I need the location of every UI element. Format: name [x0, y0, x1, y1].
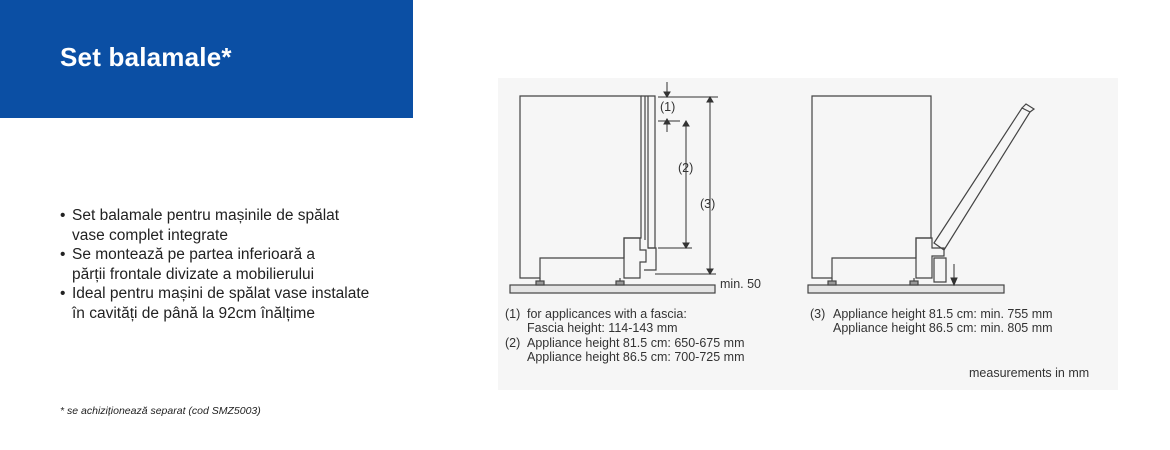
feature-line: Ideal pentru mașini de spălat vase instalate: [72, 285, 370, 302]
footnote: * se achiziționează separat (cod SMZ5003): [60, 405, 261, 417]
note-line: Appliance height 81.5 cm: min. 755 mm: [833, 307, 1053, 321]
marker-1-label: (1): [660, 100, 676, 114]
note-line: Appliance height 81.5 cm: 650-675 mm: [527, 336, 745, 350]
marker-3-label: (3): [700, 197, 716, 211]
floor-plate: [808, 285, 1004, 293]
note-line: Fascia height: 114-143 mm: [527, 321, 678, 335]
units-note: measurements in mm: [969, 366, 1090, 380]
min-clearance-label: min. 50: [720, 277, 761, 291]
feature-line: Se montează pe partea inferioară a: [72, 246, 315, 263]
bullet-icon: •: [60, 246, 66, 263]
right-notes: [810, 307, 1053, 335]
note-line: Appliance height 86.5 cm: min. 805 mm: [833, 321, 1053, 335]
floor-plate: [510, 285, 715, 293]
feature-line: vase complet integrate: [72, 226, 228, 244]
note-line: Appliance height 86.5 cm: 700-725 mm: [527, 350, 745, 364]
note-marker: (3): [810, 307, 826, 321]
marker-2-label: (2): [678, 161, 694, 175]
feature-line: în cavități de până la 92cm înălțime: [72, 304, 315, 322]
page-title: Set balamale*: [60, 42, 232, 72]
note-line: for applicances with a fascia:: [527, 307, 687, 321]
bullet-icon: •: [60, 285, 66, 302]
feature-line: Set balamale pentru mașinile de spălat: [72, 207, 340, 224]
note-marker: (2): [505, 336, 521, 350]
feature-line: părții frontale divizate a mobilierului: [72, 265, 315, 283]
note-marker: (1): [505, 307, 521, 321]
bullet-icon: •: [60, 207, 66, 224]
